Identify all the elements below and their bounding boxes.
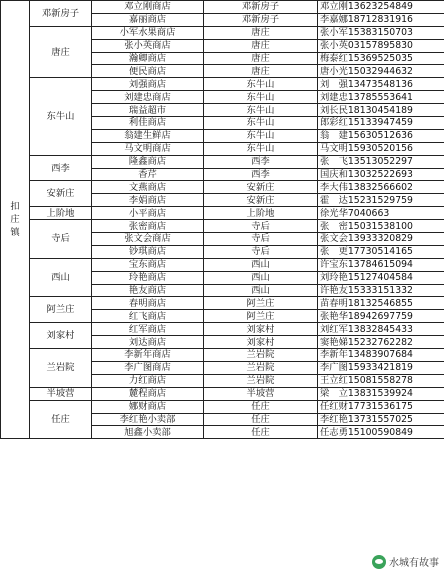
contact-cell: 刘玲艳15127404584 (318, 271, 444, 284)
table-row (1, 323, 444, 336)
village-cell: 西李 (30, 155, 92, 181)
shop-name-cell: 马文明商店 (92, 142, 204, 155)
shop-address-cell: 东牛山 (204, 142, 318, 155)
shop-name-cell: 李广图商店 (92, 361, 204, 374)
shop-name-cell: 张文会商店 (92, 233, 204, 246)
village-cell: 阿兰庄 (30, 297, 92, 323)
contact-cell: 张小英03157895830 (318, 39, 444, 52)
contact-cell: 王立红15081558278 (318, 374, 444, 387)
village-cell: 西山 (30, 258, 92, 297)
shop-name-cell: 宝东商店 (92, 258, 204, 271)
contact-cell: 刘长民18130454189 (318, 104, 444, 117)
contact-cell: 任红财17731536175 (318, 400, 444, 413)
shop-address-cell: 东牛山 (204, 129, 318, 142)
contact-cell: 张小军15383150703 (318, 26, 444, 39)
shop-address-cell: 邓新房子 (204, 13, 318, 26)
table-row (1, 387, 444, 400)
contact-cell: 张艳华18942697759 (318, 310, 444, 323)
shop-address-cell: 唐庄 (204, 65, 318, 78)
contact-cell: 李大伟13832566602 (318, 181, 444, 194)
shop-address-cell: 东牛山 (204, 104, 318, 117)
village-cell: 安新庄 (30, 181, 92, 207)
contact-cell: 张 飞13513052297 (318, 155, 444, 168)
shop-address-cell: 西山 (204, 258, 318, 271)
shop-name-cell: 李红艳小卖部 (92, 413, 204, 426)
shop-name-cell: 旭鑫小卖部 (92, 426, 204, 439)
shop-name-cell: 刘达商店 (92, 336, 204, 349)
shop-name-cell: 艳友商店 (92, 284, 204, 297)
shop-address-cell: 寺后 (204, 220, 318, 233)
shop-address-cell: 唐庄 (204, 26, 318, 39)
watermark (371, 553, 442, 570)
contact-cell: 霍 达15231529759 (318, 194, 444, 207)
table-row (1, 78, 444, 91)
shop-name-cell: 隆鑫商店 (92, 155, 204, 168)
shop-name-cell: 张密商店 (92, 220, 204, 233)
table-row (1, 207, 444, 220)
shop-address-cell: 邓新房子 (204, 1, 318, 14)
shop-name-cell: 李新年商店 (92, 349, 204, 362)
shop-name-cell: 小平商店 (92, 207, 204, 220)
village-cell: 上阶地 (30, 207, 92, 220)
shop-name-cell: 红军商店 (92, 323, 204, 336)
wechat-icon (372, 555, 386, 569)
contact-cell: 李红艳13731557025 (318, 413, 444, 426)
shop-address-cell: 兰岩院 (204, 349, 318, 362)
table-row (1, 181, 444, 194)
shop-address-cell: 西山 (204, 271, 318, 284)
shop-name-cell: 瀚卿商店 (92, 52, 204, 65)
contact-cell: 许宝东13784615094 (318, 258, 444, 271)
shop-address-cell: 唐庄 (204, 52, 318, 65)
village-cell: 寺后 (30, 220, 92, 259)
shop-name-cell: 李娟商店 (92, 194, 204, 207)
shop-name-cell: 文燕商店 (92, 181, 204, 194)
shop-name-cell: 香芹 (92, 168, 204, 181)
shop-name-cell: 力红商店 (92, 374, 204, 387)
shop-address-cell: 东牛山 (204, 78, 318, 91)
shop-name-cell: 刘强商店 (92, 78, 204, 91)
shop-address-cell: 阿兰庄 (204, 310, 318, 323)
shop-name-cell: 嘉丽商店 (92, 13, 204, 26)
shop-name-cell: 刘建忠商店 (92, 91, 204, 104)
shop-name-cell: 便民商店 (92, 65, 204, 78)
town-cell (1, 1, 30, 439)
shop-name-cell: 利佳商店 (92, 117, 204, 130)
table-row (1, 297, 444, 310)
contact-cell: 张文会13933320829 (318, 233, 444, 246)
shop-name-cell: 春明商店 (92, 297, 204, 310)
shop-address-cell: 兰岩院 (204, 361, 318, 374)
shop-address-cell: 刘家村 (204, 323, 318, 336)
village-cell: 邓新房子 (30, 1, 92, 27)
contact-cell: 刘 强13473548136 (318, 78, 444, 91)
table-row (1, 26, 444, 39)
contact-cell: 苗春明18132546855 (318, 297, 444, 310)
shop-name-cell: 翁建生鲜店 (92, 129, 204, 142)
table-row (1, 155, 444, 168)
shop-address-cell: 安新庄 (204, 181, 318, 194)
contact-cell: 徐光华7040663 (318, 207, 444, 220)
contact-cell: 张 密15031538100 (318, 220, 444, 233)
shop-name-cell: 麓程商店 (92, 387, 204, 400)
contact-cell: 翁 建15630512636 (318, 129, 444, 142)
village-cell: 唐庄 (30, 26, 92, 78)
contact-cell: 唐小光15032944632 (318, 65, 444, 78)
town-label: 扣庄镇 (10, 201, 20, 239)
shop-address-cell: 唐庄 (204, 39, 318, 52)
village-cell: 任庄 (30, 400, 92, 439)
contact-cell: 郎彩红15133947459 (318, 117, 444, 130)
table-row (1, 400, 444, 413)
contact-cell: 邓立刚13623254849 (318, 1, 444, 14)
contact-cell: 李广图15933421819 (318, 361, 444, 374)
shop-address-cell: 半坡营 (204, 387, 318, 400)
village-cell: 兰岩院 (30, 349, 92, 388)
shop-name-cell: 钞琪商店 (92, 245, 204, 258)
contact-cell: 任志勇15100590849 (318, 426, 444, 439)
shop-address-cell: 寺后 (204, 245, 318, 258)
shop-name-cell: 红飞商店 (92, 310, 204, 323)
shop-address-cell: 任庄 (204, 400, 318, 413)
table-row (1, 1, 444, 14)
contact-cell: 梅泰红15369525035 (318, 52, 444, 65)
shop-address-cell: 兰岩院 (204, 374, 318, 387)
shop-name-cell: 娜财商店 (92, 400, 204, 413)
contact-cell: 张 更17730514165 (318, 245, 444, 258)
shop-address-cell: 西李 (204, 168, 318, 181)
shop-name-cell: 小军水果商店 (92, 26, 204, 39)
table-row (1, 258, 444, 271)
shop-address-cell: 东牛山 (204, 91, 318, 104)
contact-cell: 国庆和13032522693 (318, 168, 444, 181)
shop-address-cell: 上阶地 (204, 207, 318, 220)
shop-address-cell: 安新庄 (204, 194, 318, 207)
watermark-text: 水城有故事 (389, 558, 439, 569)
shop-name-cell: 瑞益超市 (92, 104, 204, 117)
shop-name-cell: 邓立刚商店 (92, 1, 204, 14)
contact-cell: 刘红军13832845433 (318, 323, 444, 336)
shop-address-cell: 阿兰庄 (204, 297, 318, 310)
table-row (1, 349, 444, 362)
contact-cell: 许艳友15333151332 (318, 284, 444, 297)
shop-address-cell: 寺后 (204, 233, 318, 246)
contact-cell: 梁 立13831539924 (318, 387, 444, 400)
contact-cell: 李新年13483907684 (318, 349, 444, 362)
shop-address-cell: 任庄 (204, 413, 318, 426)
shop-address-cell: 东牛山 (204, 117, 318, 130)
village-cell: 刘家村 (30, 323, 92, 349)
shop-address-cell: 西山 (204, 284, 318, 297)
contact-cell: 刘建忠13785553641 (318, 91, 444, 104)
village-cell: 半坡营 (30, 387, 92, 400)
table-row (1, 220, 444, 233)
shop-address-cell: 刘家村 (204, 336, 318, 349)
shop-address-cell: 西李 (204, 155, 318, 168)
shop-address-cell: 任庄 (204, 426, 318, 439)
contact-cell: 窦艳娣15232762282 (318, 336, 444, 349)
shop-name-cell: 玲艳商店 (92, 271, 204, 284)
contact-cell: 李嘉娜18712831916 (318, 13, 444, 26)
contact-cell: 马文明15930520156 (318, 142, 444, 155)
village-cell: 东牛山 (30, 78, 92, 155)
shop-name-cell: 张小英商店 (92, 39, 204, 52)
